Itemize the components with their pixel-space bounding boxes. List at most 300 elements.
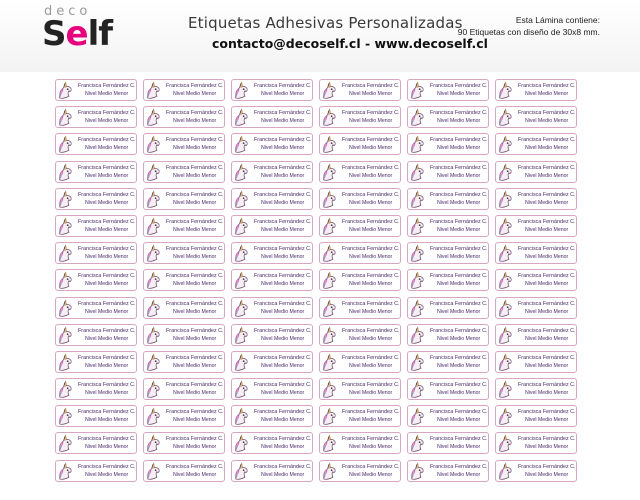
label-name: Francisca Fernández C.	[430, 246, 488, 253]
unicorn-icon	[233, 326, 252, 345]
label-level: Nivel Medio Menor	[173, 226, 217, 233]
label-name: Francisca Fernández C.	[166, 246, 224, 253]
unicorn-icon	[233, 380, 252, 399]
unicorn-icon	[409, 380, 428, 399]
label-level: Nivel Medio Menor	[349, 471, 393, 478]
label	[143, 460, 225, 482]
label-level: Nivel Medio Menor	[173, 145, 217, 152]
label-level: Nivel Medio Menor	[525, 172, 569, 179]
label-level: Nivel Medio Menor	[437, 390, 481, 397]
unicorn-icon	[145, 326, 164, 345]
label-level: Nivel Medio Menor	[437, 199, 481, 206]
label-name: Francisca Fernández C.	[342, 409, 400, 416]
unicorn-icon	[497, 135, 516, 154]
label-name: Francisca Fernández C.	[254, 354, 312, 361]
label-level: Nivel Medio Menor	[349, 281, 393, 288]
label	[495, 161, 577, 183]
label	[407, 161, 489, 183]
label	[495, 133, 577, 155]
unicorn-icon	[145, 462, 164, 481]
label-name: Francisca Fernández C.	[518, 273, 576, 280]
unicorn-icon	[233, 108, 252, 127]
label	[55, 133, 137, 155]
unicorn-icon	[409, 163, 428, 182]
label	[143, 215, 225, 237]
label	[407, 351, 489, 373]
label-name: Francisca Fernández C.	[518, 409, 576, 416]
logo-deco-text: deco	[44, 4, 92, 19]
label-level: Nivel Medio Menor	[437, 362, 481, 369]
label-name: Francisca Fernández C.	[518, 436, 576, 443]
label-name: Francisca Fernández C.	[518, 218, 576, 225]
label-name: Francisca Fernández C.	[78, 382, 136, 389]
label-level: Nivel Medio Menor	[85, 281, 129, 288]
label	[319, 106, 401, 128]
unicorn-icon	[497, 326, 516, 345]
label-name: Francisca Fernández C.	[78, 409, 136, 416]
label-level: Nivel Medio Menor	[437, 281, 481, 288]
unicorn-icon	[145, 244, 164, 263]
unicorn-icon	[233, 217, 252, 236]
label	[231, 161, 313, 183]
label	[319, 405, 401, 427]
label-level: Nivel Medio Menor	[173, 91, 217, 97]
unicorn-icon	[233, 407, 252, 426]
label-level: Nivel Medio Menor	[261, 390, 305, 397]
label-level: Nivel Medio Menor	[173, 172, 217, 179]
unicorn-icon	[409, 462, 428, 481]
label	[495, 215, 577, 237]
unicorn-icon	[233, 81, 252, 100]
label-level: Nivel Medio Menor	[349, 145, 393, 152]
label	[407, 324, 489, 346]
label-level: Nivel Medio Menor	[525, 335, 569, 342]
label-name: Francisca Fernández C.	[342, 218, 400, 225]
unicorn-icon	[57, 299, 76, 318]
label-name: Francisca Fernández C.	[518, 191, 576, 198]
label-name: Francisca Fernández C.	[430, 409, 488, 416]
label	[231, 432, 313, 454]
label-name: Francisca Fernández C.	[254, 83, 312, 89]
label	[319, 161, 401, 183]
label	[319, 324, 401, 346]
label-name: Francisca Fernández C.	[518, 246, 576, 253]
label-name: Francisca Fernández C.	[78, 137, 136, 144]
label	[319, 242, 401, 264]
unicorn-icon	[145, 217, 164, 236]
contact-line: contacto@decoself.cl - www.decoself.cl	[212, 36, 488, 51]
label-level: Nivel Medio Menor	[261, 308, 305, 315]
unicorn-icon	[57, 271, 76, 290]
label-level: Nivel Medio Menor	[437, 118, 481, 125]
label-level: Nivel Medio Menor	[85, 226, 129, 233]
sheet-info	[458, 14, 600, 38]
label-name: Francisca Fernández C.	[166, 218, 224, 225]
unicorn-icon	[57, 407, 76, 426]
label-name: Francisca Fernández C.	[254, 137, 312, 144]
label-level: Nivel Medio Menor	[525, 417, 569, 424]
unicorn-icon	[57, 190, 76, 209]
label	[407, 269, 489, 291]
label-name: Francisca Fernández C.	[430, 218, 488, 225]
unicorn-icon	[57, 462, 76, 481]
label	[319, 269, 401, 291]
label-name: Francisca Fernández C.	[518, 110, 576, 117]
label-name: Francisca Fernández C.	[518, 83, 576, 89]
label	[407, 242, 489, 264]
unicorn-icon	[233, 163, 252, 182]
label-name: Francisca Fernández C.	[430, 191, 488, 198]
label	[55, 269, 137, 291]
unicorn-icon	[409, 407, 428, 426]
label-level: Nivel Medio Menor	[173, 335, 217, 342]
label-name: Francisca Fernández C.	[430, 110, 488, 117]
label-level: Nivel Medio Menor	[349, 417, 393, 424]
label	[231, 269, 313, 291]
unicorn-icon	[409, 271, 428, 290]
label	[407, 188, 489, 210]
label-level: Nivel Medio Menor	[173, 444, 217, 451]
label-level: Nivel Medio Menor	[525, 254, 569, 261]
unicorn-icon	[233, 190, 252, 209]
unicorn-icon	[497, 217, 516, 236]
label-level: Nivel Medio Menor	[349, 226, 393, 233]
label	[231, 351, 313, 373]
label	[231, 324, 313, 346]
label-name: Francisca Fernández C.	[430, 382, 488, 389]
logo-self-text	[42, 14, 112, 54]
label	[55, 242, 137, 264]
label-name: Francisca Fernández C.	[254, 409, 312, 416]
label	[231, 215, 313, 237]
label-name: Francisca Fernández C.	[254, 218, 312, 225]
label-level: Nivel Medio Menor	[173, 199, 217, 206]
label-name: Francisca Fernández C.	[78, 110, 136, 117]
label-level: Nivel Medio Menor	[261, 91, 305, 97]
label	[319, 79, 401, 101]
label-level: Nivel Medio Menor	[261, 172, 305, 179]
label-level: Nivel Medio Menor	[173, 308, 217, 315]
label-level: Nivel Medio Menor	[85, 390, 129, 397]
unicorn-icon	[321, 434, 340, 453]
label-level: Nivel Medio Menor	[85, 335, 129, 342]
label-level: Nivel Medio Menor	[525, 471, 569, 478]
unicorn-icon	[409, 244, 428, 263]
label-level: Nivel Medio Menor	[525, 199, 569, 206]
label-name: Francisca Fernández C.	[78, 273, 136, 280]
label	[319, 378, 401, 400]
label-name: Francisca Fernández C.	[166, 191, 224, 198]
unicorn-icon	[233, 244, 252, 263]
label	[231, 79, 313, 101]
label-level: Nivel Medio Menor	[349, 362, 393, 369]
label-name: Francisca Fernández C.	[342, 273, 400, 280]
label-name: Francisca Fernández C.	[342, 110, 400, 117]
label-level: Nivel Medio Menor	[85, 444, 129, 451]
label-name: Francisca Fernández C.	[342, 354, 400, 361]
label	[495, 351, 577, 373]
label-level: Nivel Medio Menor	[349, 444, 393, 451]
label-name: Francisca Fernández C.	[254, 327, 312, 334]
label	[407, 297, 489, 319]
unicorn-icon	[145, 271, 164, 290]
label-level: Nivel Medio Menor	[437, 172, 481, 179]
unicorn-icon	[57, 135, 76, 154]
label-level: Nivel Medio Menor	[85, 172, 129, 179]
label	[319, 432, 401, 454]
label	[55, 79, 137, 101]
unicorn-icon	[321, 326, 340, 345]
unicorn-icon	[497, 271, 516, 290]
label-level: Nivel Medio Menor	[437, 145, 481, 152]
label-level: Nivel Medio Menor	[261, 417, 305, 424]
unicorn-icon	[497, 299, 516, 318]
label-level: Nivel Medio Menor	[437, 308, 481, 315]
label-level: Nivel Medio Menor	[261, 444, 305, 451]
label-level: Nivel Medio Menor	[525, 226, 569, 233]
label	[55, 324, 137, 346]
label	[231, 405, 313, 427]
label-level: Nivel Medio Menor	[85, 145, 129, 152]
label	[407, 405, 489, 427]
label-name: Francisca Fernández C.	[430, 327, 488, 334]
label	[495, 106, 577, 128]
unicorn-icon	[409, 299, 428, 318]
unicorn-icon	[409, 190, 428, 209]
unicorn-icon	[321, 462, 340, 481]
unicorn-icon	[409, 353, 428, 372]
label-level: Nivel Medio Menor	[349, 172, 393, 179]
unicorn-icon	[57, 434, 76, 453]
label-level: Nivel Medio Menor	[437, 226, 481, 233]
label	[407, 432, 489, 454]
label	[143, 79, 225, 101]
label-name: Francisca Fernández C.	[342, 300, 400, 307]
label-level: Nivel Medio Menor	[525, 444, 569, 451]
label	[407, 378, 489, 400]
unicorn-icon	[145, 434, 164, 453]
label	[55, 351, 137, 373]
label-level: Nivel Medio Menor	[525, 91, 569, 97]
label	[495, 297, 577, 319]
label-level: Nivel Medio Menor	[349, 390, 393, 397]
label-name: Francisca Fernández C.	[166, 436, 224, 443]
label-name: Francisca Fernández C.	[166, 382, 224, 389]
unicorn-icon	[145, 353, 164, 372]
label-sheet	[55, 79, 583, 482]
unicorn-icon	[145, 380, 164, 399]
unicorn-icon	[321, 380, 340, 399]
label-level: Nivel Medio Menor	[261, 362, 305, 369]
label	[143, 351, 225, 373]
label-name: Francisca Fernández C.	[430, 137, 488, 144]
label-name: Francisca Fernández C.	[78, 463, 136, 470]
label-level: Nivel Medio Menor	[85, 417, 129, 424]
label-level: Nivel Medio Menor	[437, 444, 481, 451]
label-level: Nivel Medio Menor	[525, 145, 569, 152]
label	[55, 188, 137, 210]
unicorn-icon	[497, 81, 516, 100]
label-name: Francisca Fernández C.	[342, 463, 400, 470]
label-level: Nivel Medio Menor	[173, 471, 217, 478]
label	[407, 133, 489, 155]
page-title: Etiquetas Adhesivas Personalizadas	[188, 14, 463, 32]
label-level: Nivel Medio Menor	[85, 91, 129, 97]
label-name: Francisca Fernández C.	[78, 327, 136, 334]
label	[143, 324, 225, 346]
unicorn-icon	[321, 407, 340, 426]
unicorn-icon	[497, 244, 516, 263]
label-name: Francisca Fernández C.	[166, 409, 224, 416]
unicorn-icon	[409, 217, 428, 236]
label-level: Nivel Medio Menor	[437, 335, 481, 342]
label-name: Francisca Fernández C.	[342, 191, 400, 198]
label-name: Francisca Fernández C.	[166, 354, 224, 361]
unicorn-icon	[145, 108, 164, 127]
label	[231, 188, 313, 210]
unicorn-icon	[497, 380, 516, 399]
label	[55, 405, 137, 427]
unicorn-icon	[57, 108, 76, 127]
label	[143, 106, 225, 128]
unicorn-icon	[145, 81, 164, 100]
label-name: Francisca Fernández C.	[430, 354, 488, 361]
label-level: Nivel Medio Menor	[173, 118, 217, 125]
label	[55, 106, 137, 128]
label-level: Nivel Medio Menor	[349, 335, 393, 342]
label-name: Francisca Fernández C.	[342, 83, 400, 89]
unicorn-icon	[497, 353, 516, 372]
unicorn-icon	[57, 217, 76, 236]
label-name: Francisca Fernández C.	[342, 436, 400, 443]
label	[319, 188, 401, 210]
unicorn-icon	[321, 81, 340, 100]
label-level: Nivel Medio Menor	[173, 362, 217, 369]
label-name: Francisca Fernández C.	[430, 83, 488, 89]
label-level: Nivel Medio Menor	[261, 254, 305, 261]
label-name: Francisca Fernández C.	[78, 83, 136, 89]
label	[143, 297, 225, 319]
label-name: Francisca Fernández C.	[254, 164, 312, 171]
label-name: Francisca Fernández C.	[518, 137, 576, 144]
label-name: Francisca Fernández C.	[166, 327, 224, 334]
unicorn-icon	[409, 326, 428, 345]
label-level: Nivel Medio Menor	[173, 281, 217, 288]
label-level: Nivel Medio Menor	[525, 390, 569, 397]
label	[143, 405, 225, 427]
unicorn-icon	[233, 434, 252, 453]
label-level: Nivel Medio Menor	[349, 118, 393, 125]
label	[407, 460, 489, 482]
label	[231, 133, 313, 155]
header	[0, 0, 640, 72]
unicorn-icon	[497, 407, 516, 426]
label-name: Francisca Fernández C.	[518, 463, 576, 470]
label	[143, 133, 225, 155]
label-level: Nivel Medio Menor	[437, 91, 481, 97]
label-name: Francisca Fernández C.	[342, 382, 400, 389]
label-level: Nivel Medio Menor	[349, 91, 393, 97]
label	[231, 242, 313, 264]
label	[495, 242, 577, 264]
label-name: Francisca Fernández C.	[518, 354, 576, 361]
logo-e: e	[65, 14, 88, 54]
unicorn-icon	[57, 81, 76, 100]
unicorn-icon	[321, 271, 340, 290]
label-level: Nivel Medio Menor	[261, 281, 305, 288]
label-level: Nivel Medio Menor	[173, 417, 217, 424]
unicorn-icon	[497, 108, 516, 127]
label-name: Francisca Fernández C.	[430, 463, 488, 470]
label-name: Francisca Fernández C.	[254, 382, 312, 389]
unicorn-icon	[57, 380, 76, 399]
label	[319, 133, 401, 155]
label-name: Francisca Fernández C.	[166, 137, 224, 144]
label	[495, 79, 577, 101]
label-name: Francisca Fernández C.	[254, 191, 312, 198]
unicorn-icon	[321, 353, 340, 372]
label-level: Nivel Medio Menor	[525, 118, 569, 125]
decoself-logo	[42, 4, 112, 66]
label	[143, 378, 225, 400]
label	[231, 460, 313, 482]
unicorn-icon	[233, 299, 252, 318]
label-name: Francisca Fernández C.	[254, 436, 312, 443]
label-name: Francisca Fernández C.	[166, 273, 224, 280]
label-level: Nivel Medio Menor	[85, 308, 129, 315]
label-name: Francisca Fernández C.	[342, 246, 400, 253]
label-level: Nivel Medio Menor	[525, 308, 569, 315]
label	[55, 215, 137, 237]
label	[495, 460, 577, 482]
label-level: Nivel Medio Menor	[261, 226, 305, 233]
label	[495, 432, 577, 454]
label	[231, 297, 313, 319]
label	[143, 242, 225, 264]
label-level: Nivel Medio Menor	[261, 118, 305, 125]
label-name: Francisca Fernández C.	[166, 164, 224, 171]
label-name: Francisca Fernández C.	[430, 164, 488, 171]
unicorn-icon	[497, 190, 516, 209]
label-name: Francisca Fernández C.	[166, 83, 224, 89]
unicorn-icon	[57, 244, 76, 263]
label-name: Francisca Fernández C.	[166, 110, 224, 117]
unicorn-icon	[321, 163, 340, 182]
label	[143, 188, 225, 210]
label	[495, 405, 577, 427]
unicorn-icon	[145, 299, 164, 318]
sheet-info-line1: Esta Lámina contiene:	[515, 15, 600, 25]
label	[231, 106, 313, 128]
label	[495, 378, 577, 400]
unicorn-icon	[145, 135, 164, 154]
label-level: Nivel Medio Menor	[261, 335, 305, 342]
unicorn-icon	[321, 190, 340, 209]
label	[407, 215, 489, 237]
label-level: Nivel Medio Menor	[349, 308, 393, 315]
label-name: Francisca Fernández C.	[78, 354, 136, 361]
label-name: Francisca Fernández C.	[254, 246, 312, 253]
label-level: Nivel Medio Menor	[85, 362, 129, 369]
unicorn-icon	[233, 353, 252, 372]
label	[319, 297, 401, 319]
label-name: Francisca Fernández C.	[430, 273, 488, 280]
label	[319, 215, 401, 237]
unicorn-icon	[409, 135, 428, 154]
label-name: Francisca Fernández C.	[254, 300, 312, 307]
unicorn-icon	[497, 434, 516, 453]
label-level: Nivel Medio Menor	[173, 390, 217, 397]
